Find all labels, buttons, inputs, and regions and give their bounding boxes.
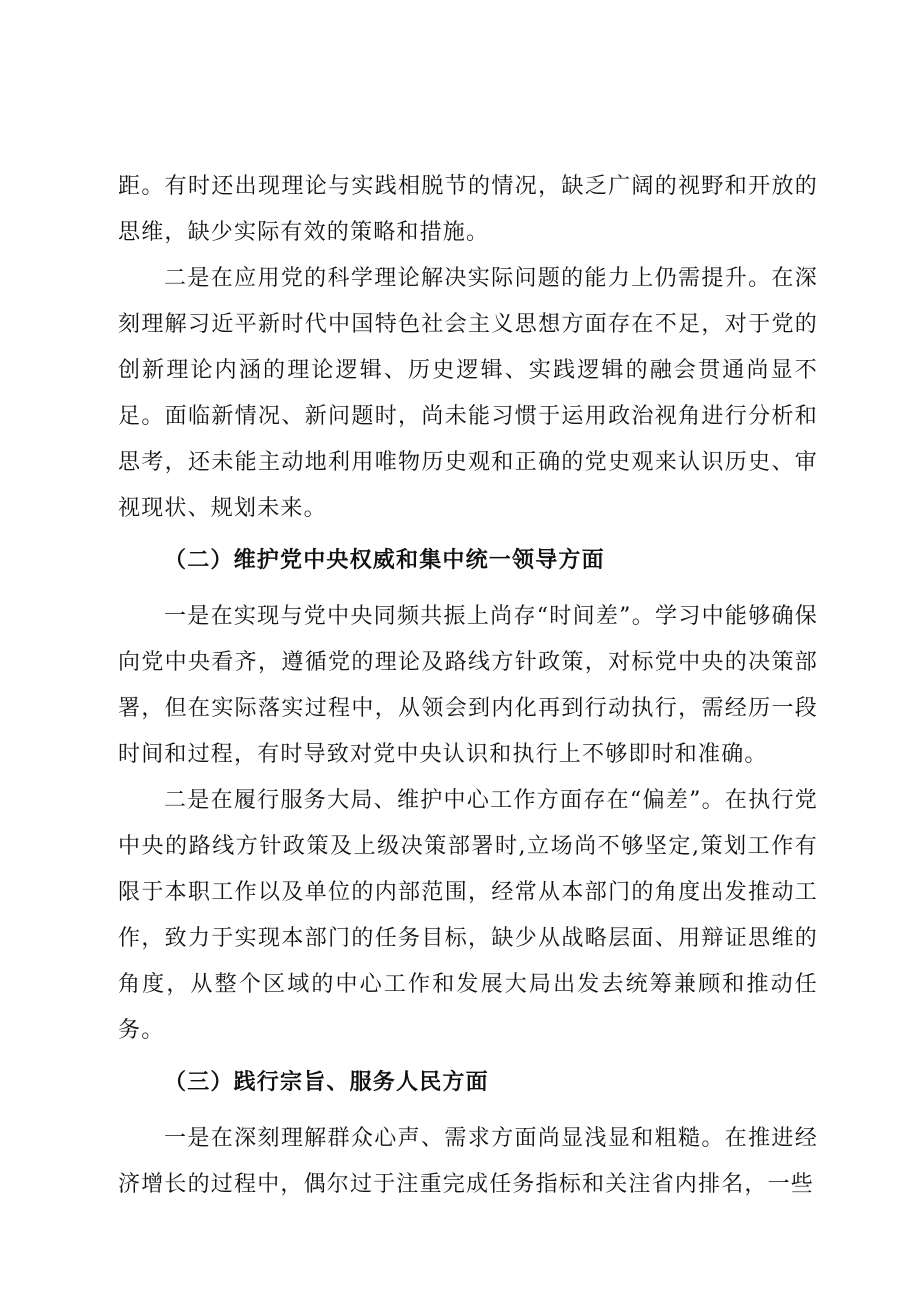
paragraph-continuation: 距。有时还出现理论与实践相脱节的情况，缺乏广阔的视野和开放的思维，缺少实际有效的策略和措施。: [118, 174, 818, 245]
paragraph-people-needs: 一是在深刻理解群众心声、需求方面尚显浅显和粗糙。在推进经济增长的过程中，偶尔过于注重完成任务指标和关注省内排名，一些: [118, 1126, 818, 1197]
paragraph-time-lag: 一是在实现与党中央同频共振上尚存“时间差”。学习中能够确保向党中央看齐，遵循党的理论及路线方针政策，对标党中央的决策部署，但在实际落实过程中，从领会到内化再到行动执行，需经历一段时间和过程，有时导致对党中央认识和执行上不够即时和准确。: [118, 604, 818, 767]
section-heading-2: （二）维护党中央权威和集中统一领导方面: [164, 548, 605, 573]
document-body: [118, 164, 818, 1208]
section-heading-3: （三）践行宗旨、服务人民方面: [164, 1070, 489, 1095]
paragraph-theory-application: 二是在应用党的科学理论解决实际问题的能力上仍需提升。在深刻理解习近平新时代中国特色社会主义思想方面存在不足，对于党的创新理论内涵的理论逻辑、历史逻辑、实践逻辑的融会贯通尚显不足。面临新情况、新问题时，尚未能习惯于运用政治视角进行分析和思考，还未能主动地利用唯物历史观和正确的党史观来认识历史、审视现状、规划未来。: [118, 266, 818, 521]
paragraph-deviation: 二是在履行服务大局、维护中心工作方面存在“偏差”。在执行党中央的路线方针政策及上级决策部署时,立场尚不够坚定,策划工作有限于本职工作以及单位的内部范围，经常从本部门的角度出发推动工作，致力于实现本部门的任务目标，缺少从战略层面、用辩证思维的角度，从整个区域的中心工作和发展大局出发去统筹兼顾和推动任务。: [118, 788, 818, 1043]
